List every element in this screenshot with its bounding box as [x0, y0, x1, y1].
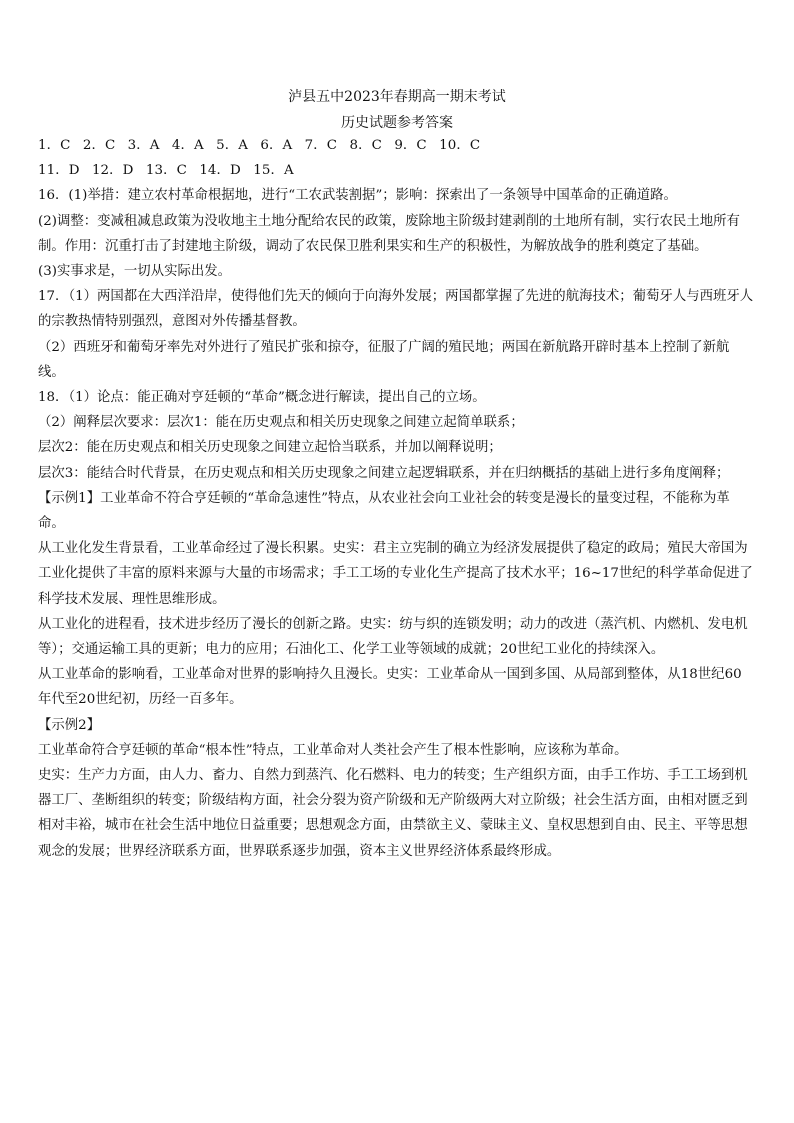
- choice-answer: 13．C: [145, 163, 187, 179]
- document-title: 泸县五中2023年春期高一期末考试: [288, 89, 506, 105]
- q18-part1: 18．（1）论点：能正确对亨廷顿的“革命”概念进行解读，提出自己的立场。: [38, 390, 486, 406]
- q18-example2-claim: 工业革命符合亨廷顿的革命“根本性”特点，工业革命对人类社会产生了根本性影响，应该称为革命。: [38, 742, 628, 758]
- choice-answer: 9．C: [394, 138, 427, 153]
- choice-answer: 8．C: [349, 138, 382, 153]
- choice-answer: 15．A: [253, 163, 294, 179]
- answer-content: [38, 133, 754, 864]
- q18-level2: 层次2：能在历史观点和相关历史现象之间建立起恰当联系，并加以阐释说明；: [38, 440, 502, 456]
- q16-part3: (3)实事求是，一切从实际出发。: [38, 264, 232, 280]
- choice-answer: 14．D: [199, 163, 241, 179]
- q18-example1: 【示例1】工业革命不符合亨廷顿的“革命急速性”特点，从农业社会向工业社会的转变是漫长的量变过程，不能称为革命。: [38, 490, 730, 532]
- choice-answer: 4．A: [171, 138, 204, 153]
- q16-part1: 16．(1)举措：建立农村革命根据地，进行“工农武装割据”；影响：探索出了一条领导中国革命的正确道路。: [38, 188, 677, 204]
- choice-answers-row-1: [38, 133, 754, 158]
- choice-answer: 3．A: [127, 138, 160, 153]
- choice-answer: 10．C: [439, 138, 481, 153]
- choice-answer: 12．D: [91, 163, 134, 179]
- choice-answer: 7．C: [304, 138, 338, 153]
- choice-answer: 5．A: [216, 138, 249, 153]
- q18-example2-heading: 【示例2】: [38, 717, 101, 733]
- q17-part1: 17．（1）两国都在大西洋沿岸，使得他们先天的倾向于向海外发展；两国都掌握了先进的航海技术；葡萄牙人与西班牙人的宗教热情特别强烈，意图对外传播基督教。: [38, 289, 754, 330]
- q16-part2: (2)调整：变减租减息政策为没收地主土地分配给农民的政策，废除地主阶级封建剥削的土地所有制，实行农民土地所有制。作用：沉重打击了封建地主阶级，调动了农民保卫胜利果实和生产的积极性，为解放战争的胜利奠定了基础。: [38, 213, 740, 254]
- choice-answer: 6．A: [260, 138, 293, 153]
- q18-example2-evidence: 史实：生产力方面，由人力、畜力、自然力到蒸汽、化石燃料、电力的转变；生产组织方面，由手工作坊、手工工场到机器工厂、垄断组织的转变；阶级结构方面，社会分裂为资产阶级和无产阶级两大对立阶级；社会生活方面，由相对匮乏到相对丰裕，城市在社会生活中地位日益重要；思想观念方面，由禁欲主义、蒙昧主义、皇权思想到自由、民主、平等思想观念的发展；世界经济联系方面，世界联系逐步加强，资本主义世界经济体系最终形成。: [38, 768, 748, 859]
- q18-part2: （2）阐释层次要求：层次1：能在历史观点和相关历史现象之间建立起简单联系；: [38, 415, 524, 431]
- document-subtitle: 历史试题参考答案: [341, 115, 453, 131]
- choice-answer: 11．D: [38, 163, 80, 179]
- q18-example1-impact: 从工业革命的影响看，工业革命对世界的影响持久且漫长。史实：工业革命从一国到多国、从局部到整体，从18世纪60年代至20世纪初，历经一百多年。: [38, 667, 742, 708]
- q18-example1-background: 从工业化发生背景看，工业革命经过了漫长积累。史实：君主立宪制的确立为经济发展提供了稳定的政局；殖民大帝国为工业化提供了丰富的原料来源与大量的市场需求；手工工场的专业化生产提高了技术水平；16~17世纪的科学革命促进了科学技术发展、理性思维形成。: [38, 541, 753, 607]
- choice-answer: 1．C: [38, 138, 71, 153]
- q18-example1-process: 从工业化的进程看，技术进步经历了漫长的创新之路。史实：纺与织的连锁发明；动力的改进（蒸汽机、内燃机、发电机等）；交通运输工具的更新；电力的应用；石油化工、化学工业等领域的成就；20世纪工业化的持续深入。: [38, 616, 748, 658]
- choice-answer: 2．C: [82, 138, 116, 153]
- q17-part2: （2）西班牙和葡萄牙率先对外进行了殖民扩张和掠夺，征服了广阔的殖民地；两国在新航路开辟时基本上控制了新航线。: [38, 339, 730, 380]
- document-header: [0, 84, 794, 136]
- choice-answers-row-2: [38, 158, 754, 183]
- q18-level3: 层次3：能结合时代背景，在历史观点和相关历史现象之间建立起逻辑联系，并在归纳概括的基础上进行多角度阐释；: [38, 465, 730, 481]
